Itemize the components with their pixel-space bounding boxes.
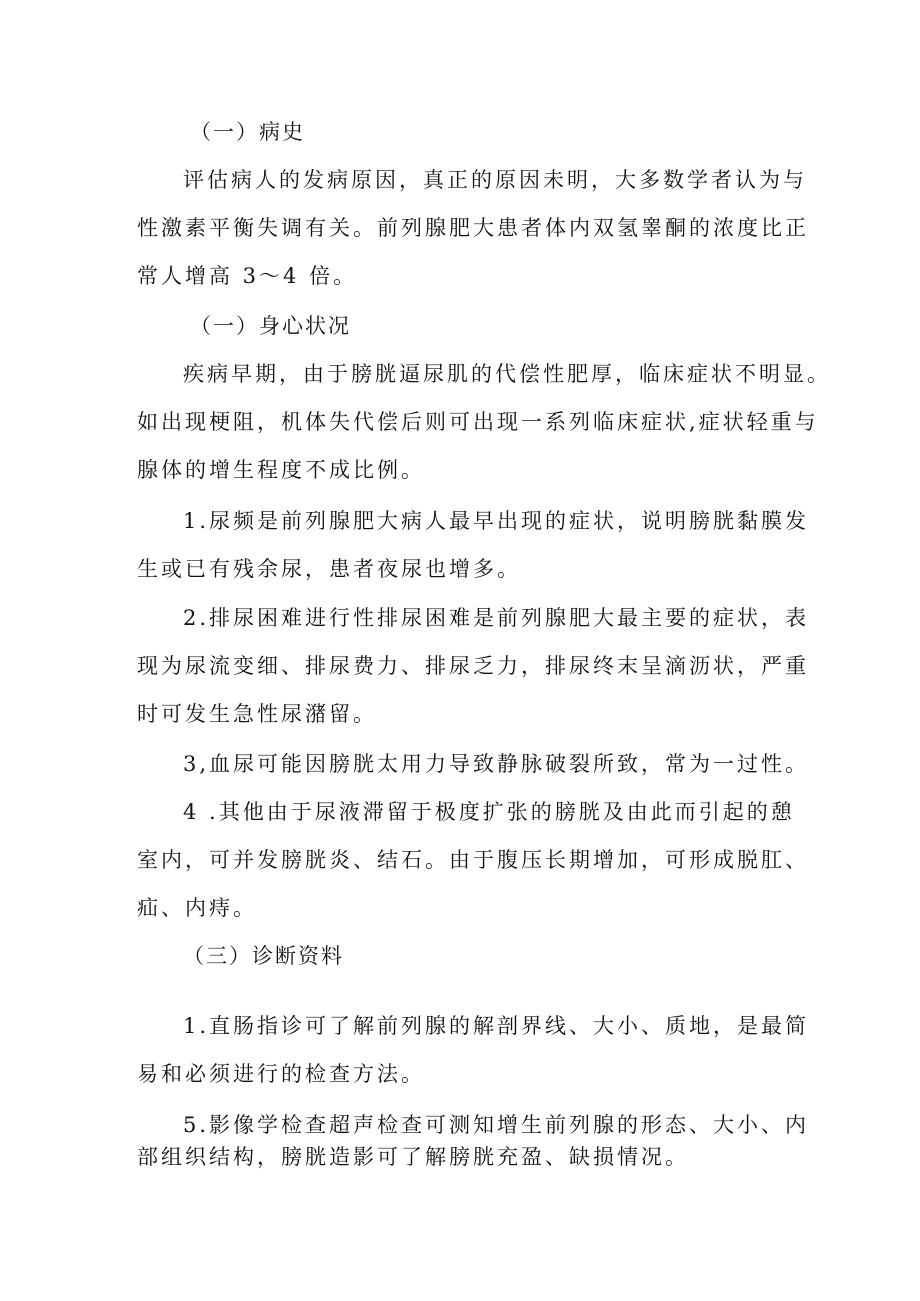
section-heading-diagnosis: （三）诊断资料 xyxy=(183,944,344,968)
list-item-line: 2.排尿困难进行性排尿困难是前列腺肥大最主要的症状，表 xyxy=(183,606,810,630)
list-item-line: 1.直肠指诊可了解前列腺的解剖界线、大小、质地，是最简 xyxy=(183,1014,810,1038)
list-item-line: 部组织结构，膀胱造影可了解膀胱充盈、缺损情况。 xyxy=(137,1145,689,1169)
section-heading-physical-mental: （一）身心状况 xyxy=(190,314,351,338)
list-item-line: 生或已有残余尿，患者夜尿也增多。 xyxy=(137,557,521,581)
paragraph-line: 性激素平衡失调有关。前列腺肥大患者体内双氢睾酮的浓度比正 xyxy=(137,216,809,240)
list-item-line: 现为尿流变细、排尿费力、排尿乏力，排尿终末呈滴沥状，严重 xyxy=(137,654,809,678)
list-item-line: 易和必须进行的检查方法。 xyxy=(137,1062,425,1086)
list-item-line: 3,血尿可能因膀胱太用力导致静脉破裂所致，常为一过性。 xyxy=(183,752,810,776)
paragraph-line: 如出现梗阻，机体失代偿后则可出现一系列临床症状,症状轻重与 xyxy=(137,410,819,434)
list-item-line: 4 .其他由于尿液滞留于极度扩张的膀胱及由此而引起的憩 xyxy=(183,800,795,824)
paragraph-line: 疾病早期，由于膀胱逼尿肌的代偿性肥厚，临床症状不明显。 xyxy=(183,362,831,386)
section-heading-history: （一）病史 xyxy=(190,120,305,144)
list-item-line: 5.影像学检查超声检查可测知增生前列腺的形态、大小、内 xyxy=(183,1113,810,1137)
list-item-line: 时可发生急性尿潴留。 xyxy=(137,702,377,726)
list-item-line: 室内，可并发膀胱炎、结石。由于腹压长期增加，可形成脱肛、 xyxy=(137,848,809,872)
paragraph-line: 评估病人的发病原因，真正的原因未明，大多数学者认为与 xyxy=(183,168,807,192)
list-item-line: 疝、内痔。 xyxy=(137,896,257,920)
paragraph-line: 常人增高 3～4 倍。 xyxy=(137,264,358,288)
list-item-line: 1.尿频是前列腺肥大病人最早出现的症状，说明膀胱黏膜发 xyxy=(183,509,810,533)
paragraph-line: 腺体的增生程度不成比例。 xyxy=(137,458,425,482)
